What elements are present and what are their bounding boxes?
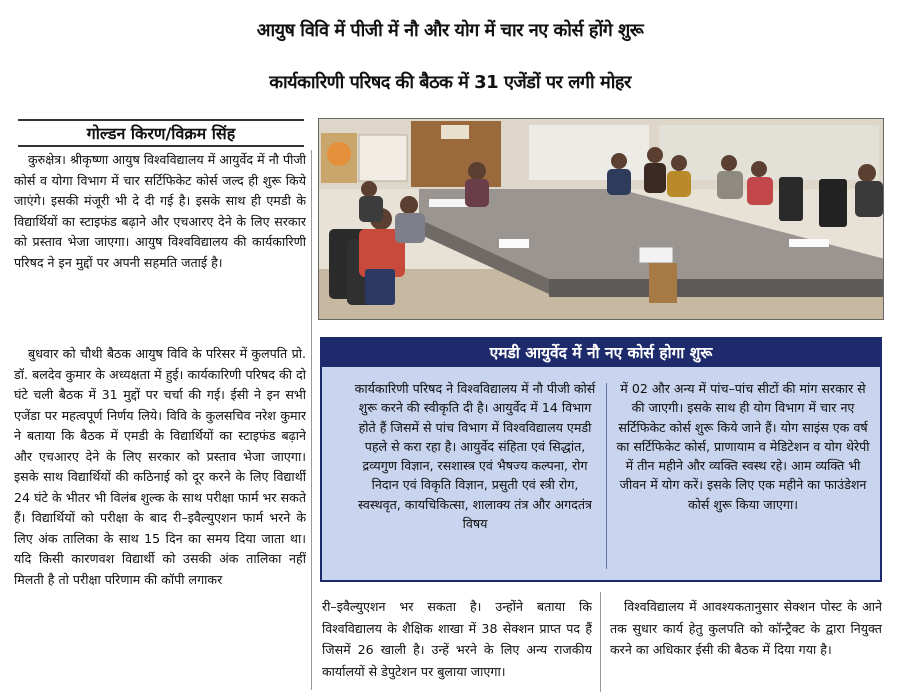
- headline-line-2: कार्यकारिणी परिषद की बैठक में 31 एजेंडों पर लगी मोहर: [269, 72, 631, 93]
- headline-line-1: आयुष विवि में पीजी में नौ और योग में चार नए कोर्स होंगे शुरू: [256, 20, 644, 41]
- byline-bar: [18, 119, 304, 147]
- meeting-photo-illustration: [319, 119, 884, 320]
- bottom-column-divider: [600, 592, 601, 692]
- highlight-box-left-text: कार्यकारिणी परिषद ने विश्वविद्यालय में नौ पीजी कोर्स शुरू करने की स्वीकृति दी है। आयुर्वेद में 14 विभाग होते हैं जिसमें से पांच विभाग में विश्वविद्यालय एमडी पहले से करा रहा है। आयुर्वेद संहिता एवं सिद्धांत, द्रव्यगुण विज्ञान, रसशास्त्र एवं भैषज्य कल्पना, रोग निदान एवं विकृति विज्ञान, प्रसुती एवं स्त्री रोग, स्वस्थवृत, कायचिकित्सा, शालाक्य तंत्र और अगदतंत्र विषय: [354, 381, 596, 532]
- byline: गोल्डन किरण/विक्रम सिंह: [86, 124, 236, 143]
- highlight-box-divider: [606, 383, 607, 569]
- article-bottom-left: री–इवैल्युएशन भर सकता है। उन्होंने बताया कि विश्वविद्यालय के शैक्षिक शाखा में 38 सेक्शन प्राप्त पद हैं जिसमें 26 खाली है। उन्हें भरने के लिए अन्य राजकीय कार्यालयों से डेपुटेशन पर बुलाया जाएगा।: [322, 599, 592, 679]
- highlight-box-right-text: में 02 और अन्य में पांच–पांच सीटों की मांग सरकार से की जाएगी। इसके साथ ही योग विभाग में चार नए सर्टिफिकेट कोर्स शुरू किये जाने हैं। योग साइंस एक वर्ष का सर्टिफिकेट कोर्स, प्राणायाम व मेडिटेशन व योग थेरेपी में तीन महीने और व्यक्ति स्वस्थ रहे। आम व्यक्ति भी जीवन में योग करें। इसके लिए एक महीने का फाउंडेशन कोर्स शुरू किया जाएगा।: [616, 381, 870, 512]
- article-paragraph-1: कुरुक्षेत्र। श्रीकृष्णा आयुष विश्वविद्यालय में आयुर्वेद में नौ पीजी कोर्स व योगा विभाग में चार सर्टिफिकेट कोर्स जल्द ही शुरू किये जाएंगे। इसकी मंजूरी भी दे दी गई है। इसके साथ ही एमडी के विद्यार्थियों का स्टाइफंड बढ़ाने और एचआरए देने के लिए सरकार को प्रस्ताव भेजा जाएगा। आयुष विश्वविद्यालय की कार्यकारिणी परिषद ने इन मुद्दों पर अपनी सहमति जताई है।: [14, 152, 306, 270]
- highlight-box-title: एमडी आयुर्वेद में नौ नए कोर्स होगा शुरू: [322, 339, 880, 367]
- meeting-photo: [318, 118, 884, 320]
- highlight-box: [320, 337, 882, 582]
- article-bottom-right: विश्वविद्यालय में आवश्यकतानुसार सेक्शन पोस्ट के आने तक सुधार कार्य हेतु कुलपति को कॉन्ट्रैक्ट के द्वारा नियुक्त करने का अधिकार ईसी की बैठक में दिया गया है।: [610, 599, 882, 657]
- column-divider: [311, 150, 312, 690]
- article-paragraph-2: बुधवार को चौथी बैठक आयुष विवि के परिसर में कुलपति प्रो. डॉ. बलदेव कुमार के अध्यक्षता में हुई। कार्यकारिणी परिषद की दो घंटे चली बैठक में 31 मुद्दों पर चर्चा की गई। ईसी ने इन सभी एजेंडा पर महत्वपूर्ण निर्णय लिये। विवि के कुलसचिव नरेश कुमार ने बताया कि बैठक में एमडी के विद्यार्थियों का स्टाइफंड बढ़ाने और एचआरए देने के लिए सरकार को प्रस्ताव भेजा जाएगा। इसके साथ विद्यार्थियों की कठिनाई को दूर करने के लिए विद्यार्थी 24 घंटे के भीतर भी विलंब शुल्क के साथ परीक्षा फार्म भर सकते हैं। विद्यार्थियों को परीक्षा के बाद री–इवैल्युएशन फार्म भरने के लिए अंक तालिका के साथ 15 दिन का समय दिया जाता था। यदि किसी कारणवश विद्यार्थी को उसकी अंक तालिका नहीं मिलती है तो परीक्षा परिणाम की कॉपी लगाकर: [14, 346, 306, 587]
